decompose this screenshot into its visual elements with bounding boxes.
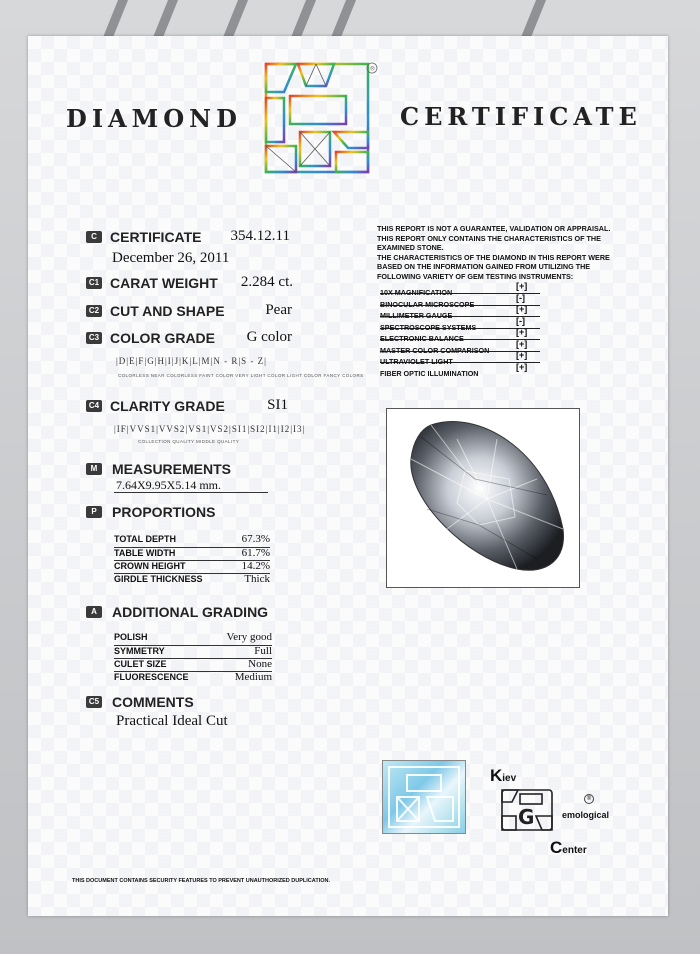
svg-text:G: G bbox=[518, 805, 535, 829]
instrument-mark: [+] bbox=[516, 350, 528, 360]
disclaimer-line: THE CHARACTERISTICS OF THE DIAMOND IN THIS REPORT WERE bbox=[377, 252, 610, 262]
instrument-label: FIBER OPTIC ILLUMINATION bbox=[380, 368, 479, 378]
gem-logo bbox=[260, 58, 380, 178]
grading-row bbox=[114, 671, 272, 685]
grading-label: SYMMETRY bbox=[114, 646, 165, 656]
proportion-label: GIRDLE THICKNESS bbox=[114, 574, 203, 584]
comments-label: COMMENTS bbox=[112, 694, 194, 710]
lab-c: Center bbox=[550, 838, 587, 857]
instrument-mark: [+] bbox=[516, 281, 528, 291]
badge-c2: C2 bbox=[86, 305, 102, 317]
clarity-scale: |IF|VVS1|VVS2|VS1|VS2|SI1|SI2|I1|I2|I3| bbox=[114, 424, 306, 434]
proportion-label: TOTAL DEPTH bbox=[114, 534, 177, 544]
proportion-value: 61.7% bbox=[241, 547, 270, 559]
badge-a: A bbox=[86, 606, 102, 618]
disclaimer-line: EXAMINED STONE. bbox=[377, 243, 444, 252]
security-footer: THIS DOCUMENT CONTAINS SECURITY FEATURES TO PREVENT UNAUTHORIZED DUPLICATION. bbox=[72, 878, 330, 884]
carat-value: 2.284 ct. bbox=[240, 274, 293, 290]
instrument-label: 10X MAGNIFICATION bbox=[380, 288, 453, 297]
clarity-value: SI1 bbox=[267, 397, 288, 413]
kgc-emblem bbox=[498, 786, 556, 834]
badge-p: P bbox=[86, 506, 102, 518]
grading-label: POLISH bbox=[114, 632, 148, 642]
disclaimer-line: THIS REPORT IS NOT A GUARANTEE, VALIDATION OR APPRAISAL. bbox=[377, 224, 611, 233]
badge-m: M bbox=[86, 463, 102, 475]
frame-stripe bbox=[102, 0, 132, 40]
comments-value: Practical Ideal Cut bbox=[116, 713, 228, 729]
diamond-photo bbox=[386, 408, 580, 588]
color-scale: |D|E|F|G|H|I|J|K|L|M|N - R|S - Z| bbox=[116, 356, 267, 366]
certificate-date: December 26, 2011 bbox=[112, 250, 230, 266]
instrument-label: MASTER COLOR COMPARISON bbox=[380, 345, 490, 355]
color-value: G color bbox=[246, 329, 292, 345]
color-label: COLOR GRADE bbox=[110, 330, 215, 346]
proportion-label: TABLE WIDTH bbox=[114, 548, 176, 558]
measurements-label: MEASUREMENTS bbox=[112, 461, 232, 477]
badge-c4: C4 bbox=[86, 400, 102, 412]
grading-value: None bbox=[248, 658, 272, 670]
kgc-lab-logo bbox=[490, 766, 630, 862]
certificate-label: CERTIFICATE bbox=[110, 229, 202, 245]
proportion-row bbox=[114, 534, 270, 547]
cut-label: CUT AND SHAPE bbox=[110, 303, 225, 319]
proportions-table bbox=[114, 534, 270, 589]
additional-grading-label: ADDITIONAL GRADING bbox=[112, 604, 269, 620]
measurements-underline bbox=[114, 492, 268, 493]
certificate-paper bbox=[28, 36, 668, 916]
frame-stripe bbox=[330, 0, 360, 40]
instrument-mark: [+] bbox=[516, 304, 528, 314]
grading-label: FLUORESCENCE bbox=[114, 672, 189, 682]
grading-label: CULET SIZE bbox=[114, 659, 167, 669]
certificate-number: 354.12.11 bbox=[230, 228, 290, 244]
carat-label: CARAT WEIGHT bbox=[110, 275, 218, 291]
grading-value: Very good bbox=[226, 631, 272, 643]
instrument-mark: [+] bbox=[516, 327, 528, 337]
proportion-value: Thick bbox=[244, 573, 270, 585]
instrument-mark: [+] bbox=[516, 361, 528, 372]
measurements-value: 7.64X9.95X5.14 mm. bbox=[116, 478, 221, 492]
instrument-label: SPECTROSCOPE SYSTEMS bbox=[380, 322, 477, 332]
title-diamond: DIAMOND bbox=[66, 104, 242, 133]
lab-gemological: emological bbox=[562, 810, 610, 820]
instrument-label: ULTRAVIOLET LIGHT bbox=[380, 357, 453, 366]
additional-grading-table bbox=[114, 632, 272, 687]
clarity-scale-categories: COLLECTION QUALITY MIDDLE QUALITY bbox=[138, 439, 240, 444]
disclaimer-line: THIS REPORT ONLY CONTAINS THE CHARACTERISTICS OF THE bbox=[377, 233, 601, 243]
lab-registered: ® bbox=[584, 794, 594, 804]
instrument-label: MILLIMETER GAUGE bbox=[380, 311, 453, 320]
instruments-list bbox=[380, 282, 540, 376]
clarity-label: CLARITY GRADE bbox=[110, 398, 225, 414]
badge-c: C bbox=[86, 231, 102, 243]
grading-row bbox=[114, 632, 272, 645]
proportion-value: 14.2% bbox=[241, 560, 270, 572]
color-scale-categories: COLORLESS NEAR COLORLESS FAINT COLOR VERY LIGHT COLOR LIGHT COLOR FANCY COLORS bbox=[118, 373, 364, 378]
badge-c5: C5 bbox=[86, 696, 102, 708]
proportion-label: CROWN HEIGHT bbox=[114, 561, 186, 571]
frame-stripe bbox=[222, 0, 252, 40]
grading-value: Medium bbox=[234, 671, 272, 683]
instrument-mark: [-] bbox=[516, 315, 525, 326]
lab-k: Kiev bbox=[490, 766, 517, 785]
security-hologram bbox=[382, 760, 466, 834]
instrument-label: ELECTRONIC BALANCE bbox=[380, 334, 464, 343]
badge-c3: C3 bbox=[86, 332, 102, 344]
instrument-mark: [+] bbox=[516, 338, 528, 349]
cut-value: Pear bbox=[265, 302, 292, 318]
grading-row bbox=[114, 645, 272, 659]
instrument-label: BINOCULAR MICROSCOPE bbox=[380, 299, 475, 309]
frame-stripe bbox=[290, 0, 320, 40]
disclaimer-line: BASED ON THE INFORMATION GAINED FROM UTILIZING THE bbox=[377, 262, 591, 271]
logo-registered: ® bbox=[369, 65, 376, 73]
proportion-value: 67.3% bbox=[241, 533, 270, 545]
title-certificate: CERTIFICATE bbox=[400, 102, 642, 131]
disclaimer-line: FOLLOWING VARIETY OF GEM TESTING INSTRUMENTS: bbox=[377, 271, 574, 281]
proportion-row bbox=[114, 547, 270, 561]
grading-row bbox=[114, 658, 272, 672]
instrument-mark: [-] bbox=[516, 292, 525, 303]
proportion-row bbox=[114, 560, 270, 574]
proportions-label: PROPORTIONS bbox=[112, 504, 216, 520]
badge-c1: C1 bbox=[86, 277, 102, 289]
frame-stripe bbox=[520, 0, 550, 40]
proportion-row bbox=[114, 573, 270, 587]
grading-value: Full bbox=[254, 645, 272, 657]
frame-stripe bbox=[152, 0, 182, 40]
